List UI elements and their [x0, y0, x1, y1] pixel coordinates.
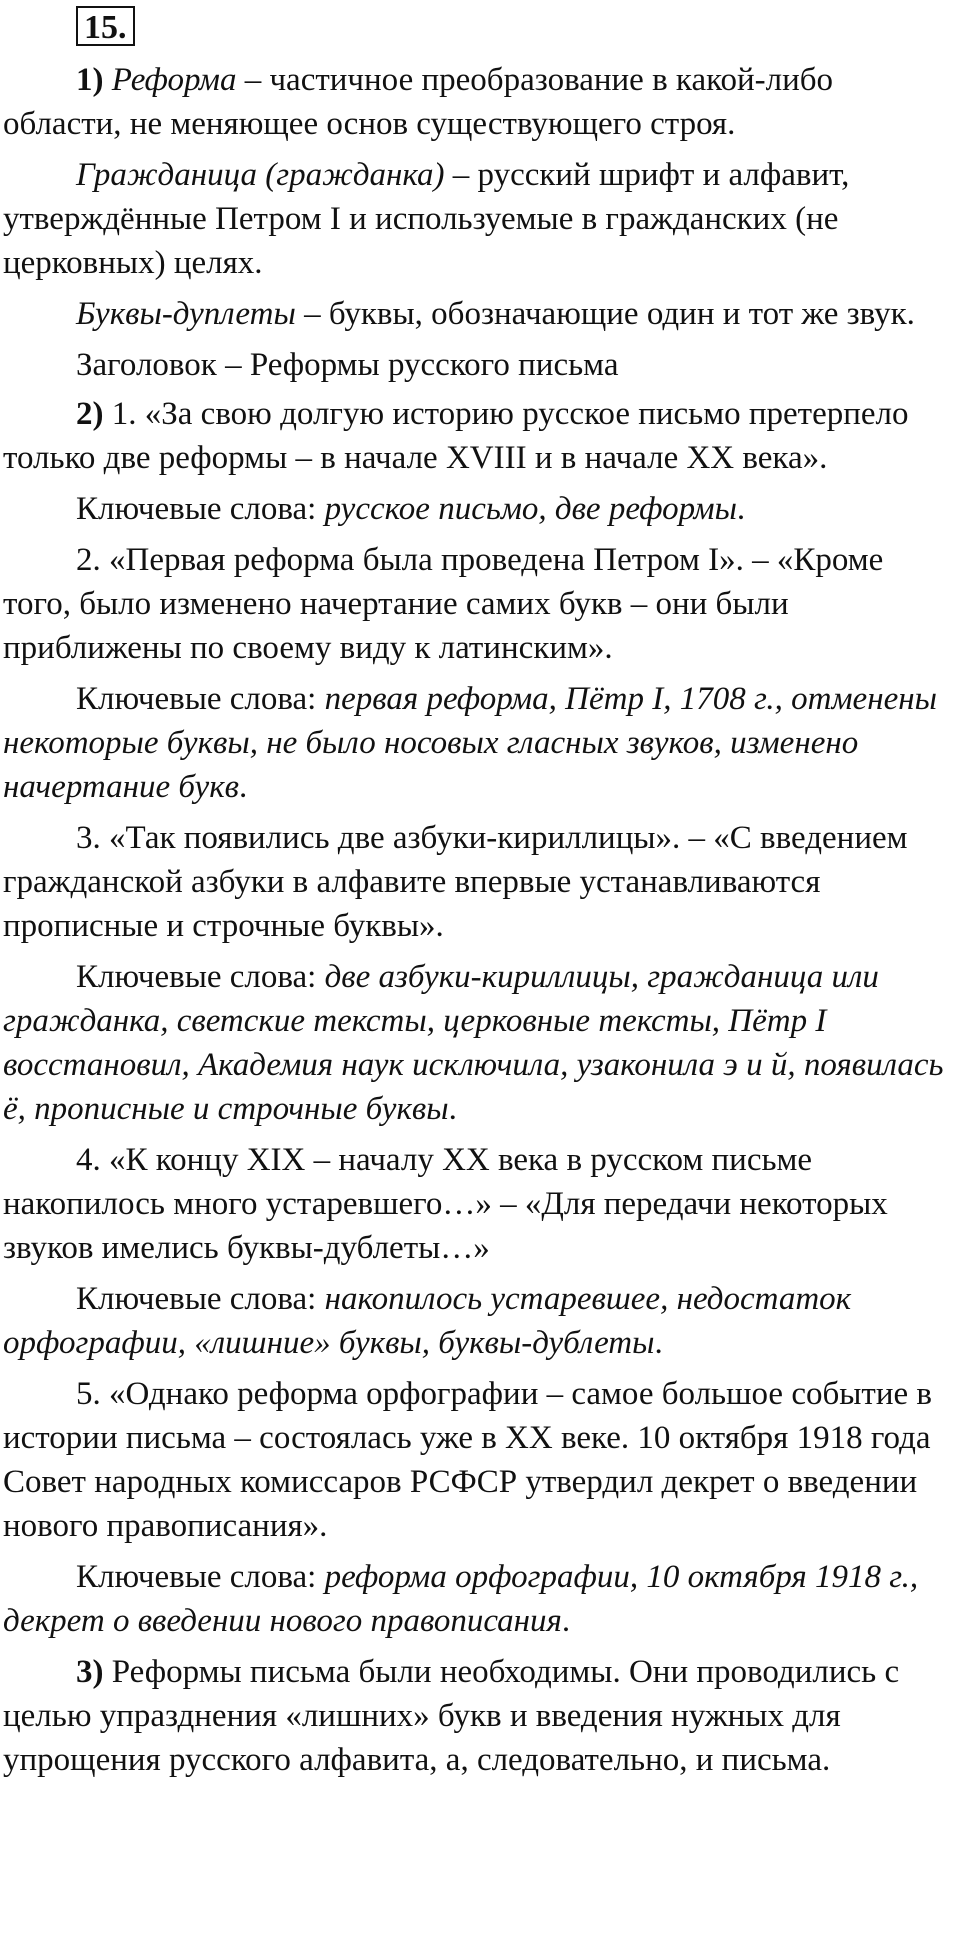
- title-line: Заголовок – Реформы русского письма: [76, 347, 619, 383]
- keywords-label: Ключевые слова:: [76, 959, 325, 995]
- document-body: [3, 58, 957, 1789]
- quote-text: 1. «За свою долгую историю русское письмо претерпело только две реформы – в начале XVIII и в начале XX века».: [3, 396, 909, 476]
- quote-2: 2. «Первая реформа была проведена Петром I». – «Кроме того, было изменено начертание самих букв – они были приближены по своему виду к латинским».: [3, 542, 884, 666]
- definition-text: – буквы, обозначающие один и тот же звук.: [295, 296, 915, 332]
- definition-duplets: [3, 292, 957, 336]
- part2-label: 2): [76, 396, 104, 432]
- keywords-text: накопилось устаревшее, недостаток орфографии, «лишние» буквы, буквы-дублеты: [3, 1281, 852, 1361]
- keywords-text: реформа орфографии, 10 октября 1918 г., декрет о введении нового правописания: [3, 1559, 919, 1639]
- keywords-end: .: [654, 1325, 663, 1361]
- definition-grazhdanitsa: [3, 153, 957, 285]
- definition-text: – частичное преобразование в какой-либо области, не меняющее основ существующего строя.: [3, 62, 834, 142]
- keywords-label: Ключевые слова:: [76, 491, 325, 527]
- quote-1: [3, 392, 957, 480]
- quote-5: 5. «Однако реформа орфографии – самое большое событие в истории письма – состоялась уже в XX веке. 10 октября 1918 года Совет народных комиссаров РСФСР утвердил декрет о введении нового правописания».: [3, 1376, 932, 1544]
- term-reform: Реформа: [111, 62, 237, 98]
- part1-label: 1): [76, 62, 104, 98]
- term-duplets: Буквы-дуплеты: [76, 296, 296, 332]
- keywords-4: [3, 1277, 957, 1365]
- keywords-3: [3, 955, 957, 1131]
- definition-text: – русский шрифт и алфавит, утверждённые Петром I и используемые в гражданских (не церковных) целях.: [3, 157, 850, 281]
- keywords-text: русское письмо, две реформы: [324, 491, 737, 527]
- conclusion-text: Реформы письма были необходимы. Они проводились с целью упразднения «лишних» букв и введения нужных для упрощения русского алфавита, а, следовательно, и письма.: [3, 1654, 900, 1778]
- keywords-label: Ключевые слова:: [76, 681, 325, 717]
- keywords-end: .: [238, 769, 248, 805]
- quote-4: 4. «К концу XIX – началу XX века в русском письме накопилось много устаревшего…» – «Для передачи некоторых звуков имелись буквы-дублеты…»: [3, 1142, 888, 1266]
- keywords-5: [3, 1555, 957, 1643]
- keywords-label: Ключевые слова:: [76, 1559, 325, 1595]
- keywords-text: две азбуки-кириллицы, гражданица или гражданка, светские тексты, церковные тексты, Пётр I восстановил, Академия наук исключила, узаконила э и й, появилась ё, прописные и строчные буквы: [3, 959, 944, 1127]
- keywords-2: [3, 677, 957, 809]
- keywords-1: [3, 487, 957, 531]
- task-number-box: 15.: [76, 6, 135, 46]
- term-grazhdanitsa: Гражданица (гражданка): [76, 157, 445, 193]
- keywords-label: Ключевые слова:: [76, 1281, 325, 1317]
- conclusion: [3, 1650, 957, 1782]
- keywords-end: .: [561, 1603, 571, 1639]
- part3-label: 3): [76, 1654, 104, 1690]
- definition-reform: [3, 58, 957, 146]
- keywords-end: .: [736, 491, 746, 527]
- keywords-end: .: [448, 1091, 457, 1127]
- keywords-text: первая реформа, Пётр I, 1708 г., отменены некоторые буквы, не было носовых гласных звуков, изменено начертание букв: [3, 681, 937, 805]
- quote-3: 3. «Так появились две азбуки-кириллицы». – «С введением гражданской азбуки в алфавите впервые устанавливаются прописные и строчные буквы».: [3, 820, 908, 944]
